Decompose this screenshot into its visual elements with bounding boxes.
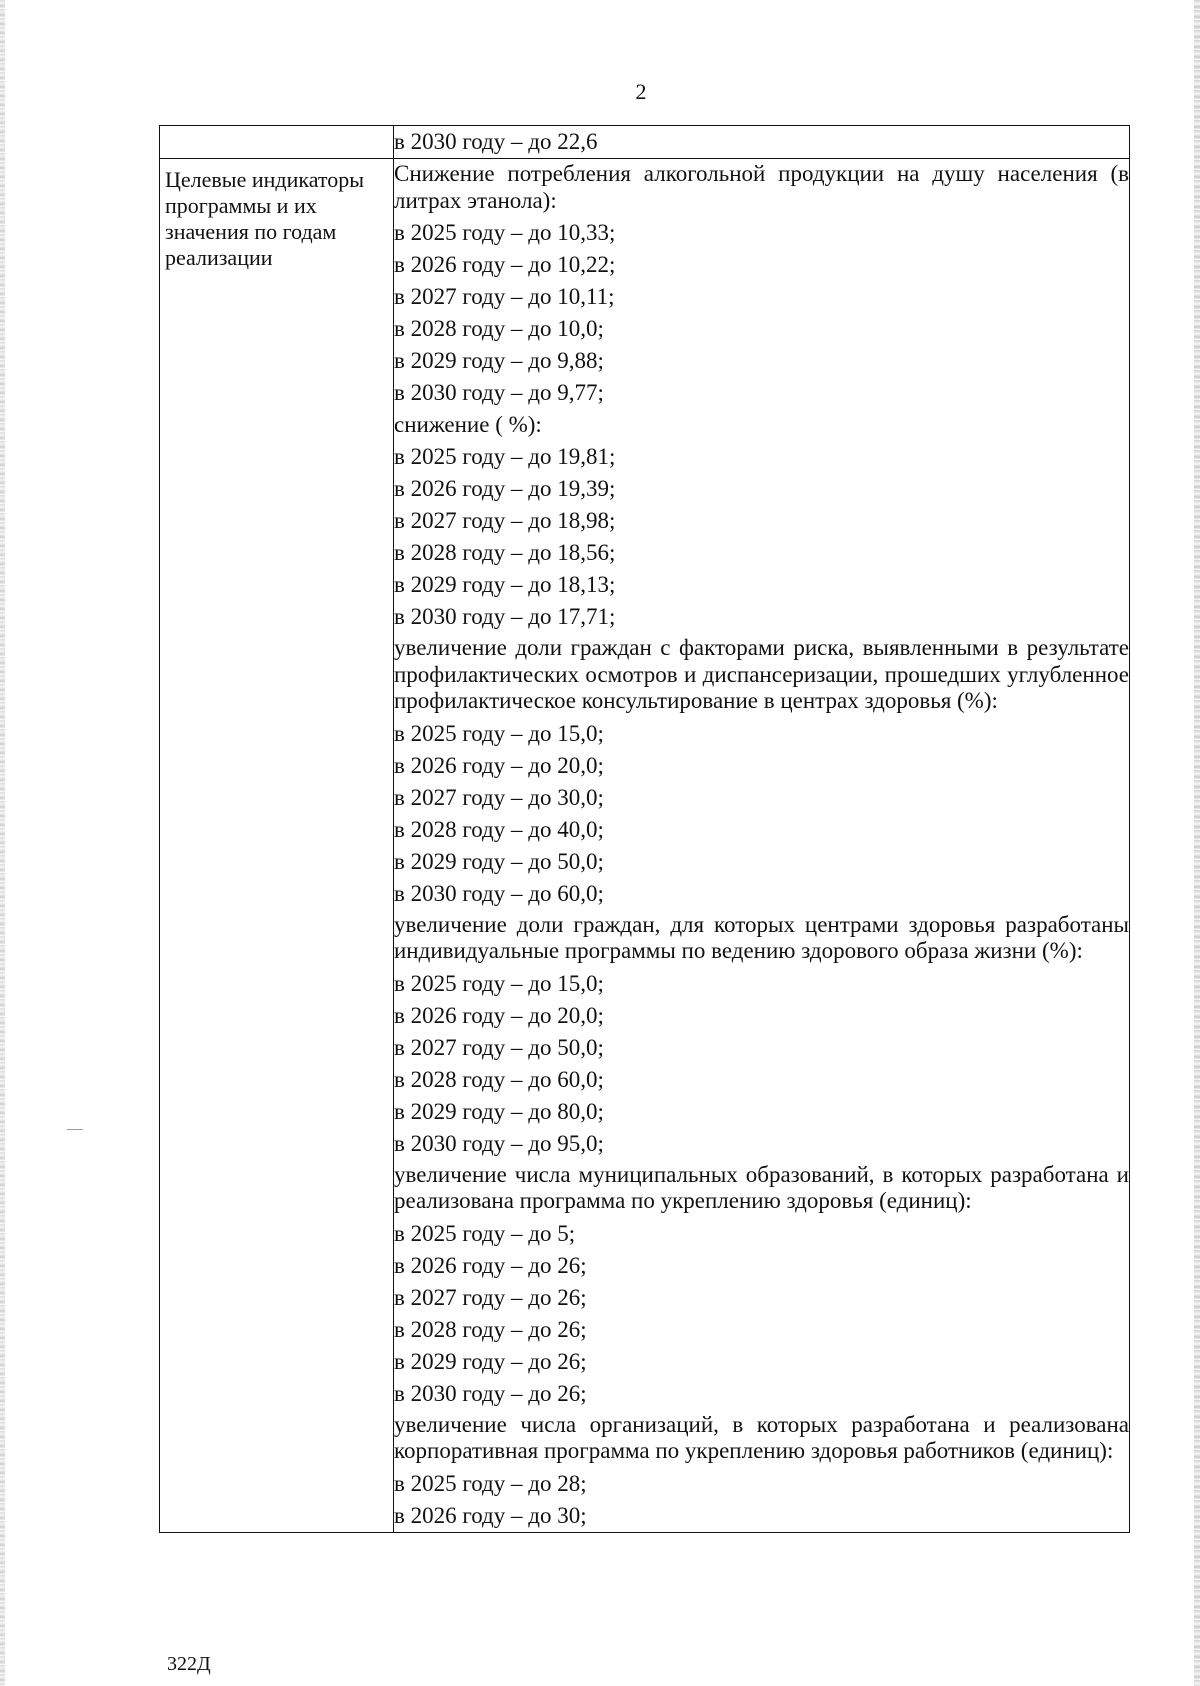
indicator-block (394, 159, 1129, 409)
indicator-value-line: в 2029 году – до 9,88; (394, 348, 604, 373)
indicator-value-line: в 2029 году – до 80,0; (394, 1098, 604, 1124)
indicator-value-line: в 2029 году – до 26; (394, 1348, 587, 1374)
indicator-heading: увеличение числа организаций, в которых разработана и реализована корпоративная программа по укреплению здоровья работников (единиц): (394, 1411, 1129, 1463)
top-left-label (160, 126, 393, 134)
indicators-label-cell (160, 159, 394, 1533)
indicator-heading: увеличение доли граждан, для которых центрами здоровья разработаны индивидуальные программы по ведению здорового образа жизни (%): (394, 911, 1129, 963)
indicator-value-line: в 2030 году – до 95,0; (394, 1130, 604, 1156)
indicators-table (159, 125, 1130, 1533)
indicator-value-line: в 2027 году – до 30,0; (394, 784, 604, 810)
indicator-value-line: в 2028 году – до 40,0; (394, 816, 604, 842)
indicator-blocks (394, 159, 1129, 1532)
scan-artifact-mark (67, 1129, 83, 1130)
top-left-cell (160, 126, 394, 159)
scan-edge-right (1194, 0, 1200, 1686)
indicator-value-line: в 2026 году – до 10,22; (394, 252, 616, 277)
indicator-value-line: в 2030 году – до 26; (394, 1380, 587, 1406)
scan-edge-left (0, 0, 5, 1686)
indicator-value-line: в 2027 году – до 50,0; (394, 1034, 604, 1060)
indicator-value-line: в 2028 году – до 26; (394, 1316, 587, 1342)
indicator-value-line: в 2027 году – до 10,11; (394, 284, 615, 309)
indicator-value-line: в 2025 году – до 28; (394, 1470, 587, 1496)
indicator-value-line: в 2025 году – до 5; (394, 1220, 576, 1246)
indicator-value-line: в 2028 году – до 18,56; (394, 540, 616, 565)
indicator-value-line: в 2026 году – до 20,0; (394, 1002, 604, 1028)
indicator-heading: Снижение потребления алкогольной продукции на душу населения (в литрах этанола): (394, 161, 1129, 213)
indicator-value-line: в 2025 году – до 10,33; (394, 220, 616, 245)
indicator-value-line: в 2025 году – до 15,0; (394, 970, 604, 996)
indicator-block (394, 910, 1129, 1160)
indicator-value-line: в 2026 году – до 30; (394, 1502, 587, 1528)
indicator-value-line: в 2027 году – до 18,98; (394, 508, 616, 533)
indicator-value-line: в 2030 году – до 17,71; (394, 604, 616, 629)
indicator-block (394, 409, 1129, 633)
indicator-block (394, 633, 1129, 910)
indicator-block (394, 1410, 1129, 1532)
indicator-heading: увеличение числа муниципальных образований, в которых разработана и реализована программа по укреплению здоровья (единиц): (394, 1161, 1129, 1213)
indicators-values-cell (394, 159, 1130, 1533)
continuation-line: в 2030 году – до 22,6 (394, 129, 598, 154)
indicator-value-line: в 2029 году – до 18,13; (394, 572, 616, 597)
indicators-label: Целевые индикаторы программы и их значения по годам реализации (165, 167, 364, 270)
indicator-heading: увеличение доли граждан с факторами риска, выявленными в результате профилактических осмотров и диспансеризации, прошедших углубленное профилактическое консультирование в центрах здоровья (%): (394, 635, 1129, 713)
page-number: 2 (635, 79, 647, 104)
table-row-indicators (160, 159, 1130, 1533)
indicator-value-line: в 2027 году – до 26; (394, 1284, 587, 1310)
indicator-value-line: в 2028 году – до 60,0; (394, 1066, 604, 1092)
indicator-value-line: в 2026 году – до 26; (394, 1252, 587, 1278)
indicator-value-line: в 2030 году – до 9,77; (394, 380, 604, 405)
indicator-value-line: в 2025 году – до 19,81; (394, 444, 616, 469)
top-right-cell (394, 126, 1130, 159)
indicator-block (394, 1160, 1129, 1410)
indicator-value-line: в 2029 году – до 50,0; (394, 848, 604, 874)
indicator-value-line: в 2030 году – до 60,0; (394, 880, 604, 906)
document-code: 322Д (167, 1653, 211, 1675)
indicator-value-line: в 2028 году – до 10,0; (394, 316, 604, 341)
indicator-heading: снижение ( %): (394, 412, 542, 437)
indicator-value-line: в 2026 году – до 19,39; (394, 476, 616, 501)
indicator-value-line: в 2025 году – до 15,0; (394, 720, 604, 746)
indicator-value-line: в 2026 году – до 20,0; (394, 752, 604, 778)
table-row-continuation (160, 126, 1130, 159)
